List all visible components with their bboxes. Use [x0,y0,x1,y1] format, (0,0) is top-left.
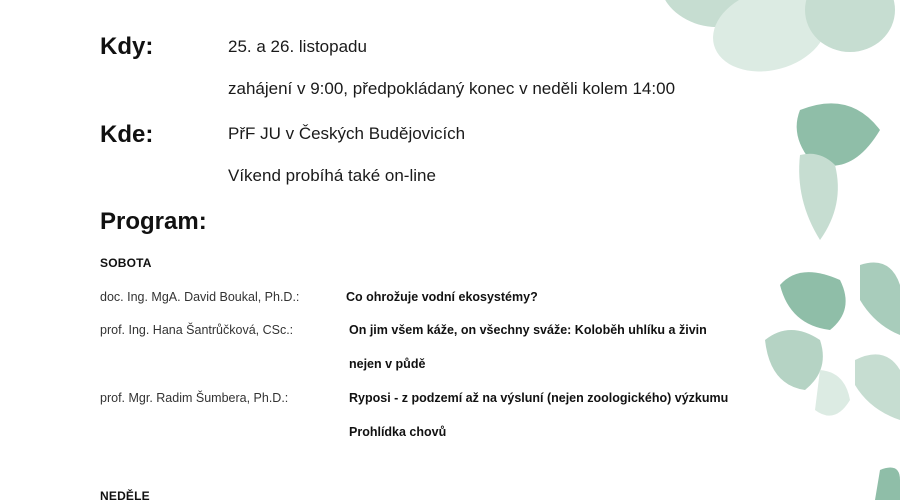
top-right-leaves [652,0,895,166]
where-online: Víkend probíhá také on-line [228,166,436,185]
talk-2-title-cont: nejen v půdě [349,357,426,371]
middle-right-leaves [765,154,900,420]
talk-3-speaker: prof. Mgr. Radim Šumbera, Ph.D.: [100,391,289,405]
talk-3-title: Ryposi - z podzemí až na výsluní (nejen zoologického) výzkumu [349,391,729,405]
saturday-label: SOBOTA [100,256,152,270]
sunday-label: NEDĚLE [100,489,150,503]
talk-1-title: Co ohrožuje vodní ekosystémy? [346,290,538,304]
when-date: 25. a 26. listopadu [228,37,367,56]
program-heading: Program: [100,208,207,235]
talk-1-speaker: doc. Ing. MgA. David Boukal, Ph.D.: [100,290,300,304]
where-place: PřF JU v Českých Budějovicích [228,124,466,143]
when-times: zahájení v 9:00, předpokládaný konec v neděli kolem 14:00 [228,79,676,98]
when-label: Kdy: [100,33,154,60]
talk-3-title-cont: Prohlídka chovů [349,425,447,439]
bottom-right-leaves [875,468,900,500]
talk-2-speaker: prof. Ing. Hana Šantrůčková, CSc.: [100,323,294,337]
talk-2-title: On jim všem káže, on všechny sváže: Koloběh uhlíku a živin [349,323,707,337]
where-label: Kde: [100,121,154,148]
